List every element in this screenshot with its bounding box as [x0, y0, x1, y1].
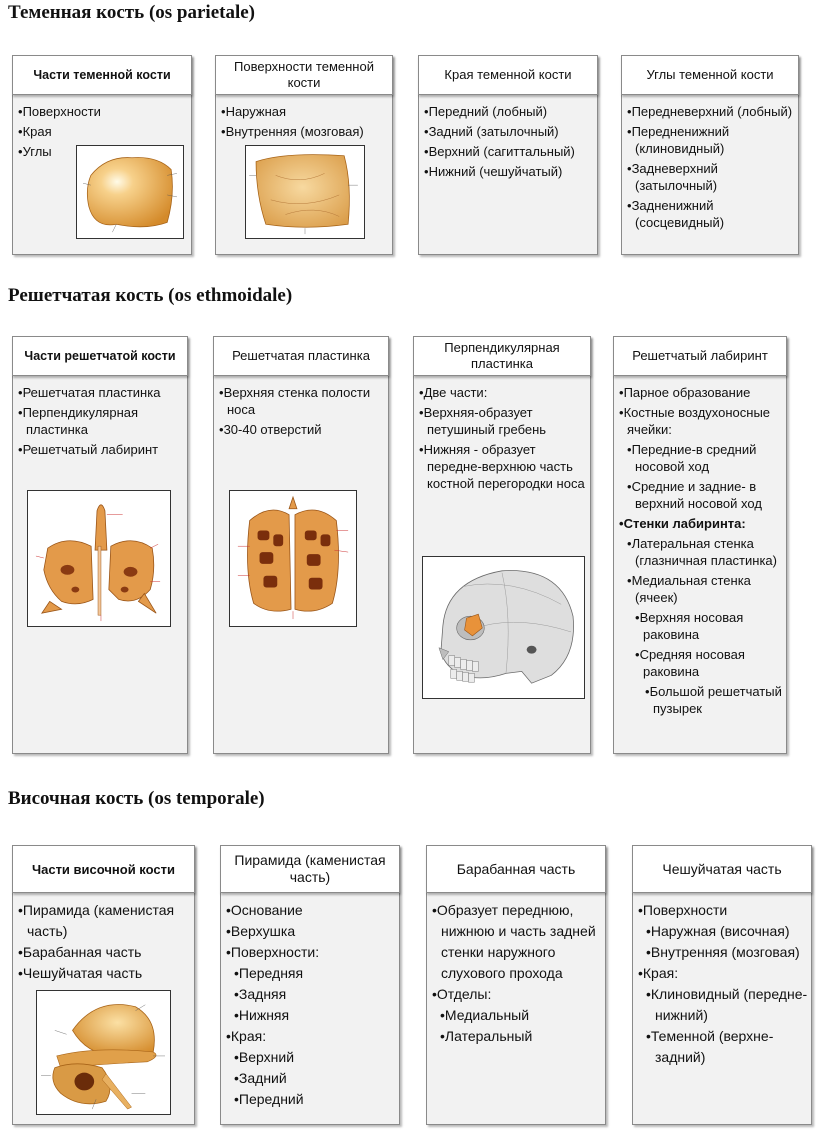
list-item: • Края: [638, 963, 810, 984]
list-ethmoid-parts [18, 384, 184, 461]
list-item: • Задненижний (сосцевидный) [627, 197, 795, 231]
list-item: • Медиальная стенка (ячеек) [627, 572, 785, 606]
card-head-temporal-tympanic: Барабанная часть [426, 845, 606, 893]
section-title-ethmoid: Решетчатая кость (os ethmoidale) [8, 285, 293, 306]
list-item: • Наружная (височная) [646, 921, 810, 942]
list-ethmoid-perpendicular [419, 384, 587, 495]
list-item: • Основание [226, 900, 398, 921]
list-item: • Костные воздухоносные ячейки: [619, 404, 785, 438]
section-title-temporal: Височная кость (os temporale) [8, 788, 265, 809]
card-head-temporal-parts: Части височной кости [12, 845, 195, 893]
list-item: • Теменной (верхне-задний) [646, 1026, 810, 1068]
list-temporal-squamous [638, 900, 810, 1068]
list-ethmoid-labyrinth [619, 384, 785, 720]
card-head-parietal-edges: Края теменной кости [418, 55, 598, 95]
list-item: • Углы [18, 143, 188, 160]
list-item: • Передний [234, 1089, 398, 1110]
list-item: • Передненижний (клиновидный) [627, 123, 795, 157]
ethmoid-bone-section-image [229, 490, 357, 627]
card-head-ethmoid-labyrinth: Решетчатый лабиринт [613, 336, 787, 376]
card-head-ethmoid-perpendicular: Перпендикулярная пластинка [413, 336, 591, 376]
list-item: • Латеральная стенка (глазничная пластинка) [627, 535, 785, 569]
ethmoid-bone-front-image [27, 490, 171, 627]
card-head-parietal-parts: Части теменной кости [12, 55, 192, 95]
list-temporal-tympanic [432, 900, 602, 1047]
list-item: • Верхний [234, 1047, 398, 1068]
list-item: • Две части: [419, 384, 587, 401]
temporal-bone-image [36, 990, 171, 1115]
list-item: • Передний (лобный) [424, 103, 596, 120]
skull-ethmoid-image [422, 556, 585, 699]
list-item: • Парное образование [619, 384, 785, 401]
list-item: • Передние-в средний носовой ход [627, 441, 785, 475]
list-ethmoid-plate [219, 384, 385, 441]
list-item: • Стенки лабиринта: [619, 515, 785, 532]
list-item: • Края: [226, 1026, 398, 1047]
list-item: • Барабанная часть [18, 942, 193, 963]
list-parietal-edges [424, 103, 596, 183]
list-item: • Средняя носовая раковина [635, 646, 785, 680]
list-item: • Края [18, 123, 188, 140]
list-item: • Задний (затылочный) [424, 123, 596, 140]
list-item: • Латеральный [440, 1026, 602, 1047]
list-item: • Наружная [221, 103, 389, 120]
list-item: • Поверхности: [226, 942, 398, 963]
list-item: • Внутренняя (мозговая) [646, 942, 810, 963]
list-item: • Задний [234, 1068, 398, 1089]
list-item: • Перпендикулярная пластинка [18, 404, 184, 438]
list-item: • Верхняя-образует петушиный гребень [419, 404, 587, 438]
list-item: • Медиальный [440, 1005, 602, 1026]
list-item: • Задняя [234, 984, 398, 1005]
list-item: • Поверхности [18, 103, 188, 120]
list-item: • Поверхности [638, 900, 810, 921]
list-item: • 30-40 отверстий [219, 421, 385, 438]
list-item: • Большой решетчатый пузырек [645, 683, 785, 717]
list-item: • Внутренняя (мозговая) [221, 123, 389, 140]
parietal-inner-image [245, 145, 365, 239]
list-item: • Клиновидный (передне-нижний) [646, 984, 810, 1026]
card-head-temporal-squamous: Чешуйчатая часть [632, 845, 812, 893]
parietal-bone-image [76, 145, 184, 239]
card-head-temporal-pyramid: Пирамида (каменистая часть) [220, 845, 400, 893]
list-item: • Пирамида (каменистая часть) [18, 900, 193, 942]
list-item: • Верхняя стенка полости носа [219, 384, 385, 418]
list-item: • Решетчатый лабиринт [18, 441, 184, 458]
list-item: • Средние и задние- в верхний носовой ход [627, 478, 785, 512]
card-head-parietal-surfaces: Поверхности теменной кости [215, 55, 393, 95]
list-temporal-parts [18, 900, 193, 984]
list-parietal-surfaces [221, 103, 389, 143]
list-item: • Задневерхний (затылочный) [627, 160, 795, 194]
list-item: • Нижняя [234, 1005, 398, 1026]
list-item: • Чешуйчатая часть [18, 963, 193, 984]
list-temporal-pyramid [226, 900, 398, 1110]
list-item: • Передневерхний (лобный) [627, 103, 795, 120]
list-item: • Передняя [234, 963, 398, 984]
list-item: • Верхняя носовая раковина [635, 609, 785, 643]
list-parietal-angles [627, 103, 795, 234]
list-item: • Нижний (чешуйчатый) [424, 163, 596, 180]
list-item: • Нижняя - образует передне-верхнюю часть костной перегородки носа [419, 441, 587, 492]
list-item: • Верхушка [226, 921, 398, 942]
list-item: • Решетчатая пластинка [18, 384, 184, 401]
list-item: • Образует переднюю, нижнюю и часть задней стенки наружного слухового прохода [432, 900, 602, 984]
card-head-ethmoid-parts: Части решетчатой кости [12, 336, 188, 376]
list-item: • Верхний (сагиттальный) [424, 143, 596, 160]
card-head-ethmoid-plate: Решетчатая пластинка [213, 336, 389, 376]
section-title-parietal: Теменная кость (os parietale) [8, 2, 255, 23]
card-head-parietal-angles: Углы теменной кости [621, 55, 799, 95]
list-item: • Отделы: [432, 984, 602, 1005]
